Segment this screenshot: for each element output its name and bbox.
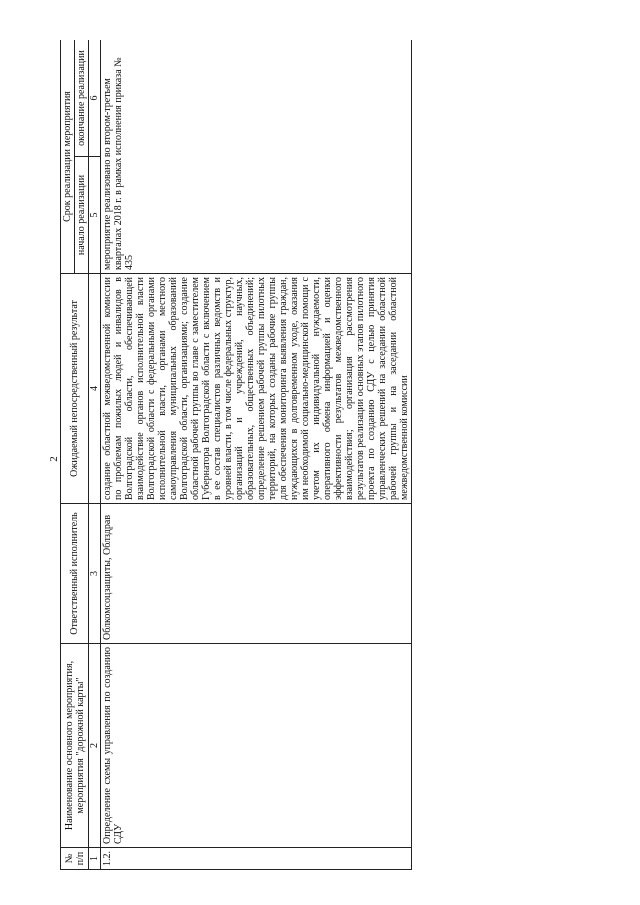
header-num: № п/п (61, 848, 89, 870)
table-row (101, 40, 412, 870)
roadmap-table-container (60, 40, 580, 870)
row-executor: Облкомсоцзащиты, Облздрав (101, 504, 412, 644)
row-period-note: мероприятие реализовано во втором-третьем кварталах 2018 г. в рамках исполнения приказа № 435 (101, 40, 412, 274)
header-name: Наименование основного мероприятия, мероприятия "дорожной карты" (61, 644, 89, 848)
header-end: окончание реализации (75, 40, 89, 157)
column-number: 2 (89, 644, 101, 848)
column-number: 1 (89, 848, 101, 870)
row-name: Определение схемы управления по созданию СДУ (101, 644, 412, 848)
column-number: 3 (89, 504, 101, 644)
column-number-row (89, 40, 101, 870)
header-row (61, 40, 75, 870)
row-num: 1.2. (101, 848, 412, 870)
header-period: Срок реализации мероприятия (61, 40, 75, 274)
column-number: 6 (89, 40, 101, 157)
page-number: 2 (48, 456, 60, 462)
header-result: Ожидаемый непосредственный результат (61, 274, 89, 504)
header-executor: Ответственный исполнитель (61, 504, 89, 644)
rotated-sheet (60, 40, 580, 870)
column-number: 4 (89, 274, 101, 504)
column-number: 5 (89, 157, 101, 274)
row-result: создание областной межведомственной комиссии по проблемам пожилых людей и инвалидов в Волгоградской области, обеспечивающей взаимодействие органов исполнительной власти Волгоградской области с федеральными органами исполнительной власти, органами местного самоуправления муниципальных образований Волгоградской области, организациями; создание областной рабочей группы во главе с заместителем Губернатора Волгоградской области с включением в ее состав специалистов различных ведомств и уровней власти, в том числе федеральных структур, организаций и учреждений, научных, образовательных, общественных объединений; определение решением рабочей группы пилотных территорий, на которых созданы рабочие группы для обеспечения мониторинга выявления граждан, нуждающихся в долговременном уходе, оказания им необходимой социально-медицинской помощи с учетом их индивидуальной нуждаемости, оперативного обмена информацией и оценки эффективности результатов межведомственного взаимодействия; организация рассмотрения результатов реализации основных этапов пилотного проекта по созданию СДУ с целью принятия управленческих решений на заседании областной рабочей группы и на заседании областной межведомственной комиссии (101, 274, 412, 504)
header-start: начало реализации (75, 157, 89, 274)
roadmap-table (60, 40, 412, 870)
